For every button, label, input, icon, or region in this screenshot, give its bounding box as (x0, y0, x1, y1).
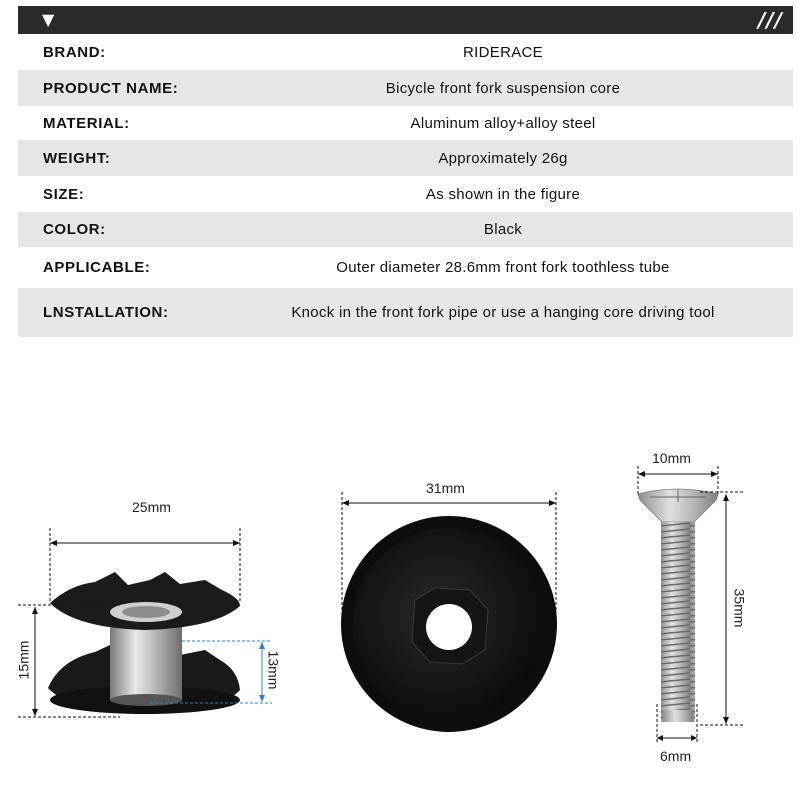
spec-key: BRAND: (43, 43, 106, 61)
spec-value: RIDERACE (463, 43, 543, 61)
spec-value: Aluminum alloy+alloy steel (410, 114, 596, 132)
spec-value: Outer diameter 28.6mm front fork toothless tube (336, 259, 670, 276)
spec-key: COLOR: (43, 221, 106, 238)
dim-label-top-cap-diameter: 31mm (426, 480, 465, 496)
dim-label-star-nut-height: 15mm (15, 640, 32, 680)
spec-value: Knock in the front fork pipe or use a hanging core driving tool (291, 304, 715, 321)
dim-label-bolt-thread: 6mm (660, 748, 692, 764)
top-cap-image (341, 516, 557, 732)
spec-key: APPLICABLE: (43, 259, 151, 276)
slashes-decoration: /// (758, 8, 783, 32)
spec-value: Approximately 26g (438, 149, 568, 167)
spec-value: Bicycle front fork suspension core (385, 79, 621, 97)
spec-value: Black (483, 221, 523, 238)
dim-label-bolt-length: 35mm (731, 588, 748, 628)
dim-label-star-nut-core: 13mm (265, 650, 282, 690)
spec-key: MATERIAL: (43, 114, 130, 132)
triangle-down-icon: ▼ (42, 10, 55, 29)
spec-key: WEIGHT: (43, 149, 111, 167)
star-nut-image (48, 572, 240, 714)
bolt-image (638, 489, 718, 722)
dim-label-bolt-head: 10mm (652, 450, 691, 466)
dim-label-star-nut-width: 25mm (132, 499, 171, 515)
spec-key: SIZE: (43, 185, 85, 203)
spec-value: As shown in the figure (425, 185, 581, 203)
spec-key: PRODUCT NAME: (43, 79, 179, 97)
spec-key: LNSTALLATION: (43, 304, 169, 321)
